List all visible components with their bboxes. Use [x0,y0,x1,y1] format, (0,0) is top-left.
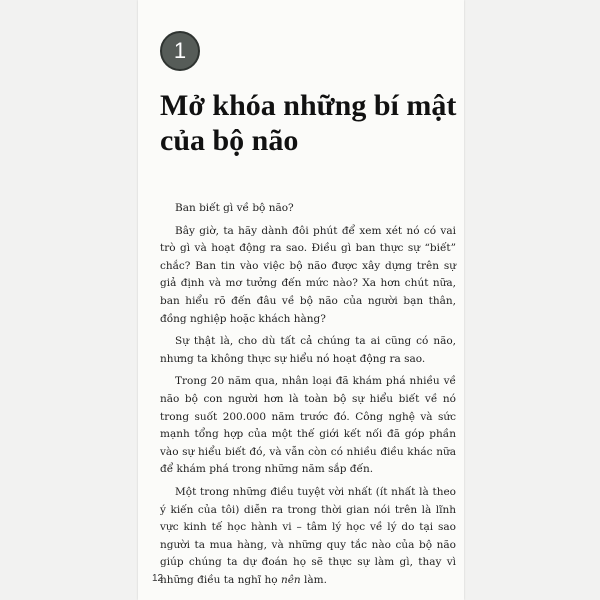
page-number: 12 [152,573,164,584]
chapter-title-line-1: Mở khóa những bí mật [160,89,457,122]
book-page [138,0,464,600]
chapter-title [160,88,456,158]
body-text [160,200,456,594]
emphasis-text: nên [280,573,301,586]
paragraph: Bây giờ, ta hãy dành đôi phút để xem xét nó có vai trò gì và hoạt động ra sao. Điều gì ban thực sự “biết” chắc? Ban tin vào việc bộ não được xây dựng trên sự giả định và mơ tưởng đến mức nào? Xa hơn chút nữa, ban hiểu rõ đến đâu về bộ não của người bạn thân, đồng nghiệp hoặc khách hàng? [160,224,456,325]
paragraph [160,484,456,590]
chapter-number-badge [160,31,200,71]
paragraph-text: làm. [300,573,327,586]
paragraph: Trong 20 năm qua, nhân loại đã khám phá nhiều về não bộ con người hơn là toàn bộ sự hiểu biết về nó trong suốt 200.000 năm trước đó. Công nghệ và sức mạnh tổng hợp của một thế giới kết nối đã góp phần vào sự hiểu biết đó, và vẫn còn có nhiều điều khác nữa để khám phá trong những năm sắp đến. [160,375,456,476]
chapter-number: 1 [173,38,187,63]
paragraph: Sự thật là, cho dù tất cả chúng ta ai cũng có não, nhưng ta không thực sự hiểu nó hoạt động ra sao. [160,335,456,365]
paragraph-text: Một trong những điều tuyệt vời nhất (ít nhất là theo ý kiến của tôi) diễn ra trong thời gian nói trên là lĩnh vực kinh tế học hành vi – tâm lý học về lý do tại sao người ta mua hàng, và những quy tắc nào của bộ não giúp chúng ta dự đoán họ sẽ thực sự làm gì, thay vì những điều ta nghĩ họ [160,485,456,586]
chapter-title-line-2: của bộ não [160,124,299,157]
paragraph: Ban biết gì về bộ não? [175,202,294,214]
